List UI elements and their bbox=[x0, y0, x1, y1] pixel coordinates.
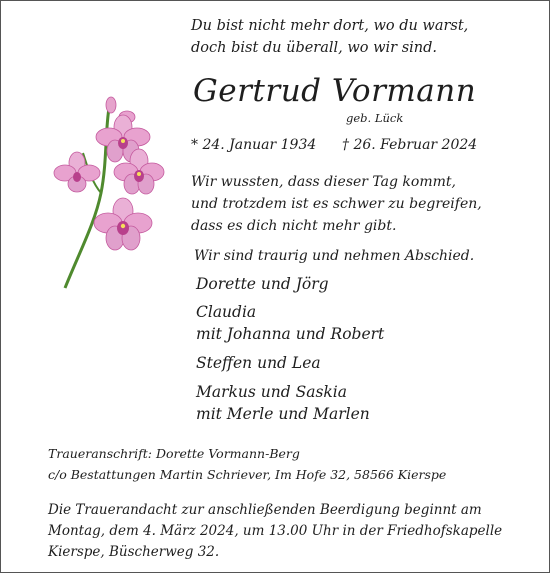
death-date: † 26. Februar 2024 bbox=[342, 137, 478, 153]
message-line-1: Wir wussten, dass dieser Tag kommt, bbox=[191, 174, 456, 190]
quote-line-1: Du bist nicht mehr dort, wo du warst, bbox=[191, 18, 469, 34]
family-line-4: Steffen und Lea bbox=[196, 354, 321, 372]
family-line-6: mit Merle und Marlen bbox=[196, 405, 370, 423]
service-line-1: Die Trauerandacht zur anschließenden Beerdigung beginnt am bbox=[48, 502, 482, 518]
birth-date: * 24. Januar 1934 bbox=[191, 137, 317, 153]
mourning-line: Wir sind traurig und nehmen Abschied. bbox=[194, 248, 475, 264]
address-line-2: c/o Bestattungen Martin Schriever, Im Hofe 32, 58566 Kierspe bbox=[48, 467, 447, 482]
service-line-2: Montag, dem 4. März 2024, um 13.00 Uhr in der Friedhofskapelle bbox=[48, 523, 503, 539]
service-line-3: Kierspe, Büscherweg 32. bbox=[48, 544, 220, 560]
family-line-5: Markus und Saskia bbox=[196, 383, 347, 401]
quote-line-2: doch bist du überall, wo wir sind. bbox=[191, 40, 438, 56]
family-line-1: Dorette und Jörg bbox=[196, 275, 329, 293]
message-line-3: dass es dich nicht mehr gibt. bbox=[191, 218, 397, 234]
deceased-name: Gertrud Vormann bbox=[193, 73, 477, 109]
birth-name: geb. Lück bbox=[346, 111, 404, 125]
family-line-2: Claudia bbox=[196, 303, 257, 321]
family-line-3: mit Johanna und Robert bbox=[196, 325, 385, 343]
orchid-icon bbox=[47, 93, 167, 293]
message-line-2: und trotzdem ist es schwer zu begreifen, bbox=[191, 196, 482, 212]
address-line-1: Traueranschrift: Dorette Vormann-Berg bbox=[48, 446, 300, 461]
